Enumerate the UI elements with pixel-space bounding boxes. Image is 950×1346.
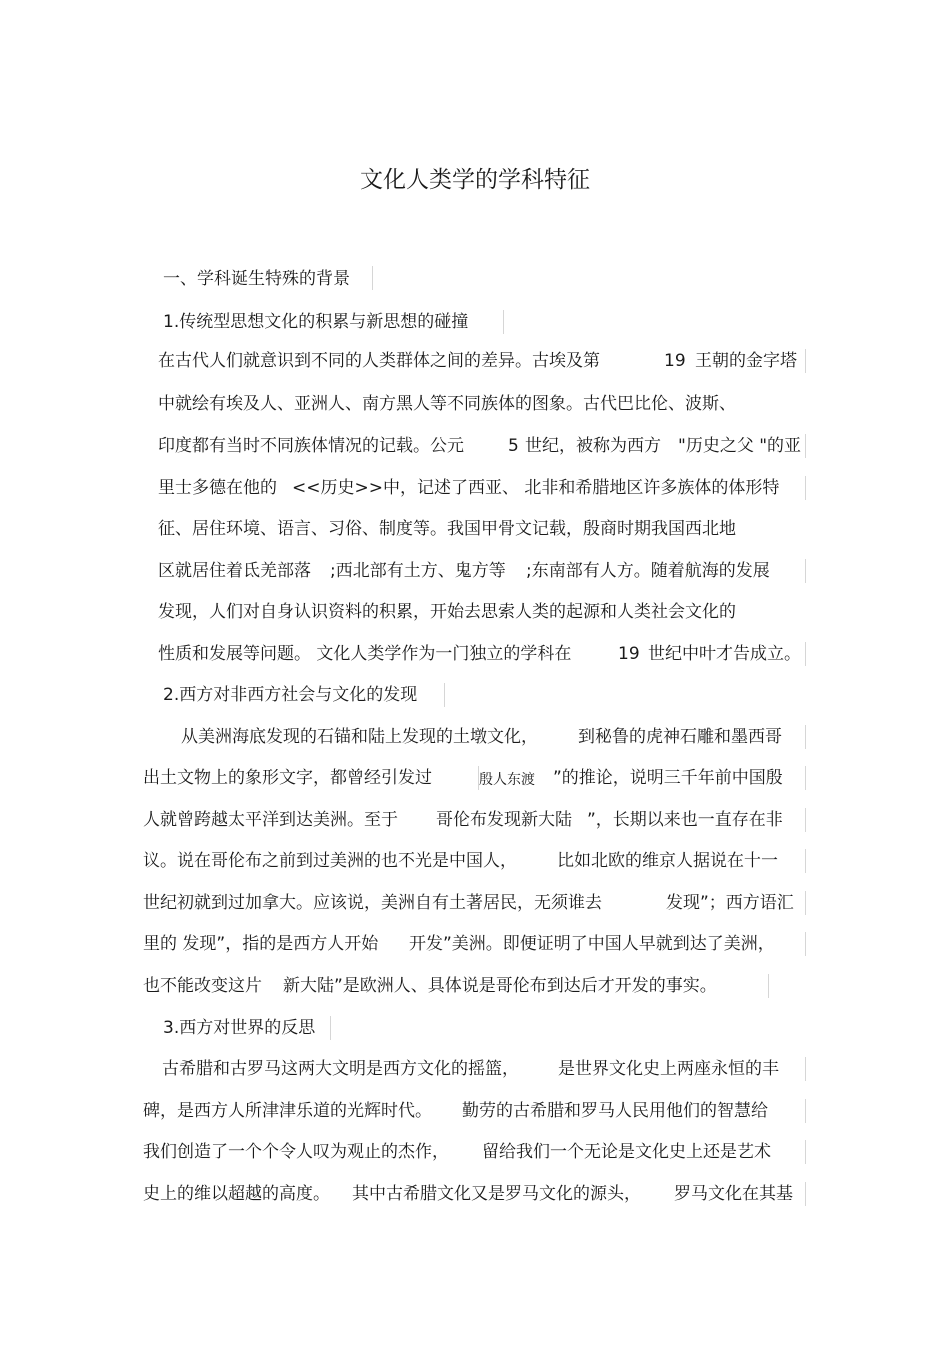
subsection-heading-text: 2.西方对非西方社会与文化的发现	[163, 685, 418, 705]
line-text: 古希腊和古罗马这两大文明是西方文化的摇篮，	[162, 1059, 519, 1079]
table-rule	[805, 766, 806, 790]
line-text: 19	[618, 644, 640, 664]
table-rule	[768, 974, 769, 998]
line-text: 史上的维以超越的高度。	[143, 1184, 330, 1204]
table-rule	[805, 725, 806, 749]
table-rule	[805, 932, 806, 956]
line-text: 世纪中叶才告成立。	[648, 644, 801, 664]
line-text: 到秘鲁的虎神石雕和墨西哥	[578, 727, 782, 747]
table-rule	[805, 1057, 806, 1081]
table-rule	[330, 1016, 331, 1040]
line-text: 罗马文化在其基	[674, 1184, 793, 1204]
table-rule	[805, 849, 806, 873]
table-rule	[805, 349, 806, 373]
line-text: ;西北部有土方、鬼方等	[330, 561, 506, 581]
line-text: 碑，是西方人所津津乐道的光辉时代。	[143, 1101, 432, 1121]
table-rule	[805, 642, 806, 666]
table-rule	[372, 266, 373, 290]
table-rule	[805, 1099, 806, 1123]
line-text: 征、居住环境、语言、习俗、制度等。我国甲骨文记载，殷商时期我国西北地	[158, 519, 736, 539]
line-text: 5	[508, 436, 519, 456]
subsection-heading-text: 1.传统型思想文化的积累与新思想的碰撞	[163, 312, 469, 332]
line-text: 勤劳的古希腊和罗马人民用他们的智慧给	[462, 1101, 768, 1121]
line-text: 性质和发展等问题。 文化人类学作为一门独立的学科在	[158, 644, 572, 664]
line-text: 王朝的金字塔	[695, 351, 797, 371]
table-rule	[805, 434, 806, 458]
line-text: 印度都有当时不同族体情况的记载。公元	[158, 436, 464, 456]
line-text: 是世界文化史上两座永恒的丰	[558, 1059, 779, 1079]
table-rule	[805, 808, 806, 832]
table-rule	[478, 766, 479, 790]
subsection-heading-text: 3.西方对世界的反思	[163, 1018, 316, 1038]
line-text: <<历史>>中，记述了西亚、 北非和希腊地区许多族体的体形特	[292, 478, 780, 498]
line-text: 人就曾跨越太平洋到达美洲。至于	[143, 810, 398, 830]
line-text: 也不能改变这片	[143, 976, 262, 996]
line-text: 留给我们一个无论是文化史上还是艺术	[482, 1142, 771, 1162]
line-text: 里士多德在他的	[158, 478, 277, 498]
line-text: ”，长期以来也一直存在非	[587, 810, 783, 830]
table-rule	[805, 891, 806, 915]
table-rule	[503, 310, 504, 334]
line-text: 从美洲海底发现的石锚和陆上发现的土墩文化，	[181, 727, 538, 747]
line-text: 比如北欧的维京人据说在十一	[557, 851, 778, 871]
line-text: ”的推论，说明三千年前中国殷	[553, 768, 783, 788]
line-text: 里的 发现”，指的是西方人开始	[143, 934, 379, 954]
table-rule	[444, 683, 445, 707]
table-rule	[805, 1182, 806, 1206]
line-text: 19	[664, 351, 686, 371]
line-text: 区就居住着氐羌部落	[158, 561, 311, 581]
line-text: 发现”；西方语汇	[666, 893, 794, 913]
line-text: 世纪，被称为西方	[525, 436, 661, 456]
line-text: "历史之父 "的亚	[678, 436, 802, 456]
line-text: 出土文物上的象形文字，都曾经引发过	[143, 768, 432, 788]
line-text: ;东南部有人方。随着航海的发展	[526, 561, 770, 581]
document-title: 文化人类学的学科特征	[360, 167, 590, 193]
line-text: 中就绘有埃及人、亚洲人、南方黑人等不同族体的图象。古代巴比伦、波斯、	[158, 394, 736, 414]
line-text: 我们创造了一个个令人叹为观止的杰作，	[143, 1142, 449, 1162]
table-rule	[805, 476, 806, 500]
line-text: 发现，人们对自身认识资料的积累，开始去思索人类的起源和人类社会文化的	[158, 602, 736, 622]
table-rule	[805, 1140, 806, 1164]
table-rule	[805, 559, 806, 583]
section-heading-text: 一、学科诞生特殊的背景	[163, 269, 350, 289]
line-text: 世纪初就到过加拿大。应该说，美洲自有土著居民，无须谁去	[143, 893, 602, 913]
line-text: 在古代人们就意识到不同的人类群体之间的差异。古埃及第	[158, 351, 600, 371]
line-text: 其中古希腊文化又是罗马文化的源头，	[352, 1184, 641, 1204]
line-text: 哥伦布发现新大陆	[436, 810, 572, 830]
line-text: 殷人东渡	[479, 772, 535, 788]
line-text: 开发”美洲。即便证明了中国人早就到达了美洲，	[409, 934, 775, 954]
line-text: 新大陆”是欧洲人、具体说是哥伦布到达后才开发的事实。	[283, 976, 717, 996]
line-text: 议。说在哥伦布之前到过美洲的也不光是中国人，	[143, 851, 517, 871]
